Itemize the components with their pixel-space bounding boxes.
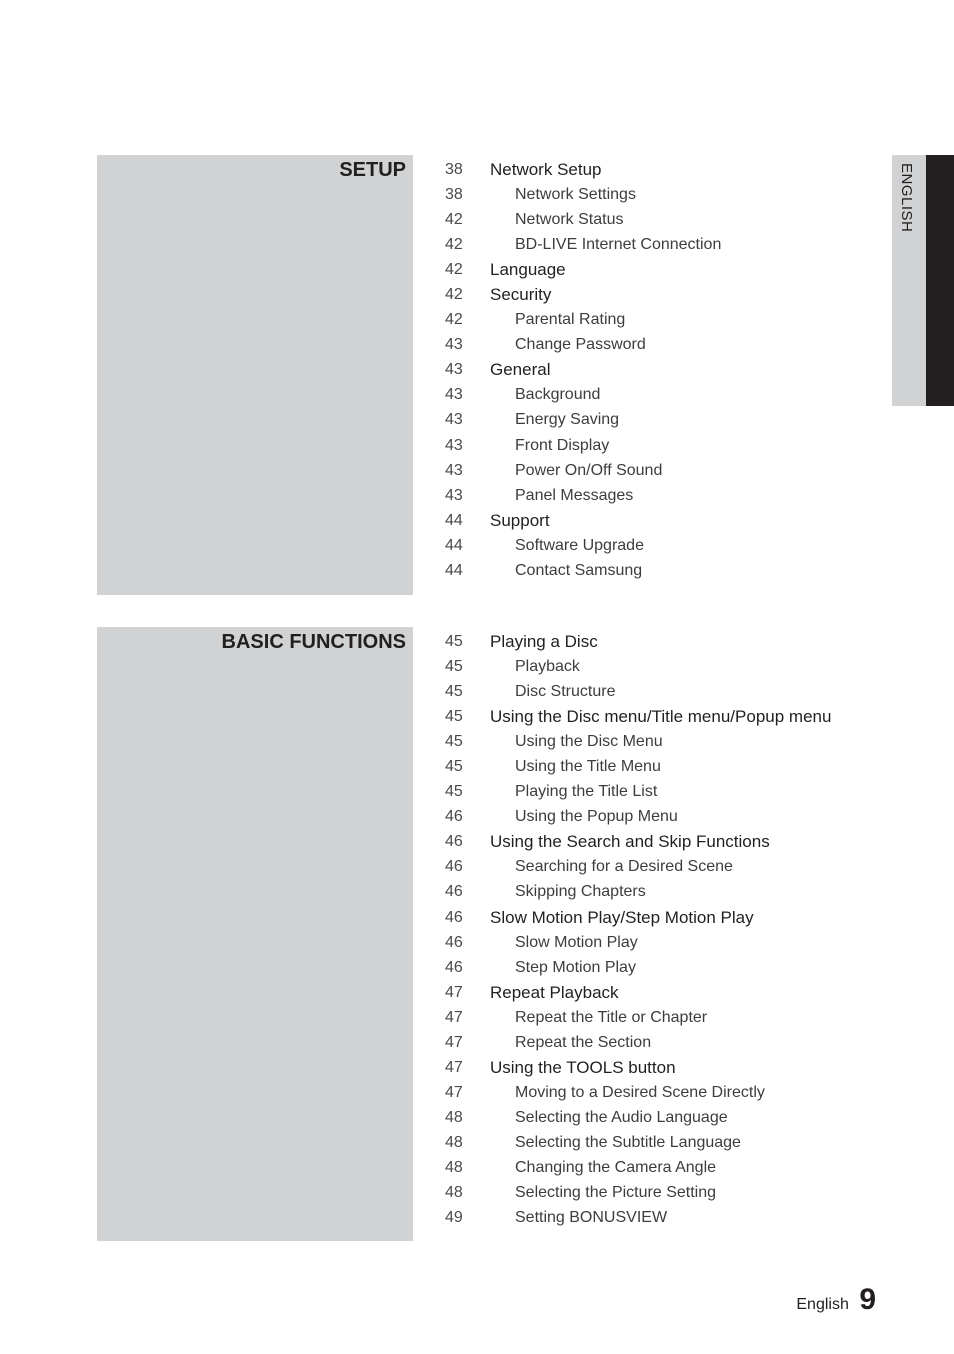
toc-page-number: 43 <box>445 436 463 454</box>
toc-page-number: 47 <box>445 1058 463 1076</box>
toc-page-number: 43 <box>445 336 463 354</box>
toc-page-number: 38 <box>445 186 463 204</box>
toc-entry-label: Playback <box>515 658 580 676</box>
toc-page-number: 43 <box>445 411 463 429</box>
toc-entry-label: Energy Saving <box>515 411 620 429</box>
toc-entry-label: Repeat Playback <box>490 982 619 1002</box>
toc-entry-label: Using the Disc Menu <box>515 733 663 751</box>
toc-page-number: 47 <box>445 983 463 1001</box>
toc-entry-label: Front Display <box>515 436 610 454</box>
toc-entry-label: Power On/Off Sound <box>515 461 663 479</box>
toc-entry-label: Software Upgrade <box>515 536 644 554</box>
toc-entry-label: Selecting the Audio Language <box>515 1108 728 1126</box>
toc-entry-label: Playing a Disc <box>490 632 598 651</box>
toc-entry-label: Background <box>515 386 601 404</box>
toc-entry-label: Selecting the Picture Setting <box>515 1184 717 1202</box>
toc-entry-label: Network Setup <box>490 160 602 179</box>
toc-page-number: 42 <box>445 311 463 329</box>
toc-section-basic-functions <box>97 627 857 1241</box>
toc-entry-label: Network Status <box>515 211 624 229</box>
toc-page-number: 46 <box>445 883 463 901</box>
language-tab-label: ENGLISH <box>898 163 915 233</box>
toc-entry-label: Setting BONUSVIEW <box>515 1209 668 1227</box>
toc-entry-label: Changing the Camera Angle <box>515 1158 717 1176</box>
toc-entry-label: BD-LIVE Internet Connection <box>515 236 722 254</box>
language-tab-marker <box>926 155 954 406</box>
toc-page-number: 47 <box>445 1033 463 1051</box>
toc-entry-label: Selecting the Subtitle Language <box>515 1133 741 1151</box>
toc-entry-label: Playing the Title List <box>515 783 658 801</box>
toc-page-number: 46 <box>445 808 463 826</box>
toc-page-number: 47 <box>445 1008 463 1026</box>
toc-page-number: 45 <box>445 633 463 650</box>
toc-entry-label: Disc Structure <box>515 683 616 701</box>
toc-entry-label: Panel Messages <box>515 486 634 504</box>
toc-page-number: 45 <box>445 658 463 676</box>
toc-entry-label: Security <box>490 285 552 305</box>
toc-entry-label: Using the Popup Menu <box>515 808 678 826</box>
toc-entry-label: Contact Samsung <box>515 561 643 579</box>
toc-entry-label: Repeat the Section <box>515 1033 652 1051</box>
toc-entry-label: Slow Motion Play <box>515 933 638 951</box>
toc-page-number: 48 <box>445 1158 463 1176</box>
toc-page-number: 42 <box>445 261 463 279</box>
toc-page-number: 46 <box>445 958 463 976</box>
toc-entry-label: Using the Title Menu <box>515 758 661 776</box>
toc-page-number: 45 <box>445 783 463 801</box>
toc-page-number: 46 <box>445 833 463 851</box>
section-title: BASIC FUNCTIONS <box>221 631 406 653</box>
toc-page-number: 44 <box>445 511 463 529</box>
toc-entry-label: Step Motion Play <box>515 958 636 976</box>
toc-page-number: 45 <box>445 733 463 751</box>
toc-entry-label: Searching for a Desired Scene <box>515 858 733 876</box>
toc-page-number: 45 <box>445 758 463 776</box>
toc-entry-label: Using the TOOLS button <box>490 1057 676 1077</box>
toc-entry-label: Repeat the Title or Chapter <box>515 1008 708 1026</box>
toc-page-number: 44 <box>445 536 463 554</box>
toc-entry-label: Language <box>490 260 566 280</box>
toc-page-number: 49 <box>445 1209 463 1227</box>
page-footer <box>796 1283 876 1317</box>
toc-page-number: 43 <box>445 461 463 479</box>
toc-entry-label: Parental Rating <box>515 311 626 329</box>
toc-entry-label: Network Settings <box>515 186 636 204</box>
toc-page-number: 43 <box>445 386 463 404</box>
section-panel <box>97 627 413 1241</box>
toc-page-number: 48 <box>445 1184 463 1202</box>
toc-page-number: 43 <box>445 486 463 504</box>
toc-entry-label: Support <box>490 510 550 530</box>
section-panel <box>97 155 413 595</box>
page-number: 9 <box>859 1283 876 1316</box>
toc-entry-label: Using the Search and Skip Functions <box>490 832 770 852</box>
toc-entry-label: Using the Disc menu/Title menu/Popup menu <box>490 707 832 727</box>
section-title: SETUP <box>339 159 406 181</box>
toc-entry-label: Skipping Chapters <box>515 883 646 901</box>
toc-page-number: 44 <box>445 561 463 579</box>
toc-entry-label: Change Password <box>515 336 646 354</box>
toc-page-number: 43 <box>445 361 463 379</box>
toc-page-number: 45 <box>445 683 463 701</box>
toc-page-number: 42 <box>445 286 463 304</box>
toc-page-number: 45 <box>445 708 463 726</box>
toc-page-number: 42 <box>445 236 463 254</box>
toc-entry-label: Moving to a Desired Scene Directly <box>515 1083 765 1101</box>
toc-page-number: 46 <box>445 908 463 926</box>
toc-page-number: 47 <box>445 1083 463 1101</box>
toc-entry-label: Slow Motion Play/Step Motion Play <box>490 907 754 927</box>
toc-page-number: 48 <box>445 1133 463 1151</box>
toc-section-setup <box>97 155 857 595</box>
toc-entry-label: General <box>490 360 551 380</box>
toc-page-number: 42 <box>445 211 463 229</box>
footer-language-label: English <box>796 1296 849 1313</box>
toc-page-number: 46 <box>445 858 463 876</box>
toc-page-number: 46 <box>445 933 463 951</box>
toc-page-number: 38 <box>445 161 463 178</box>
toc-page-number: 48 <box>445 1108 463 1126</box>
